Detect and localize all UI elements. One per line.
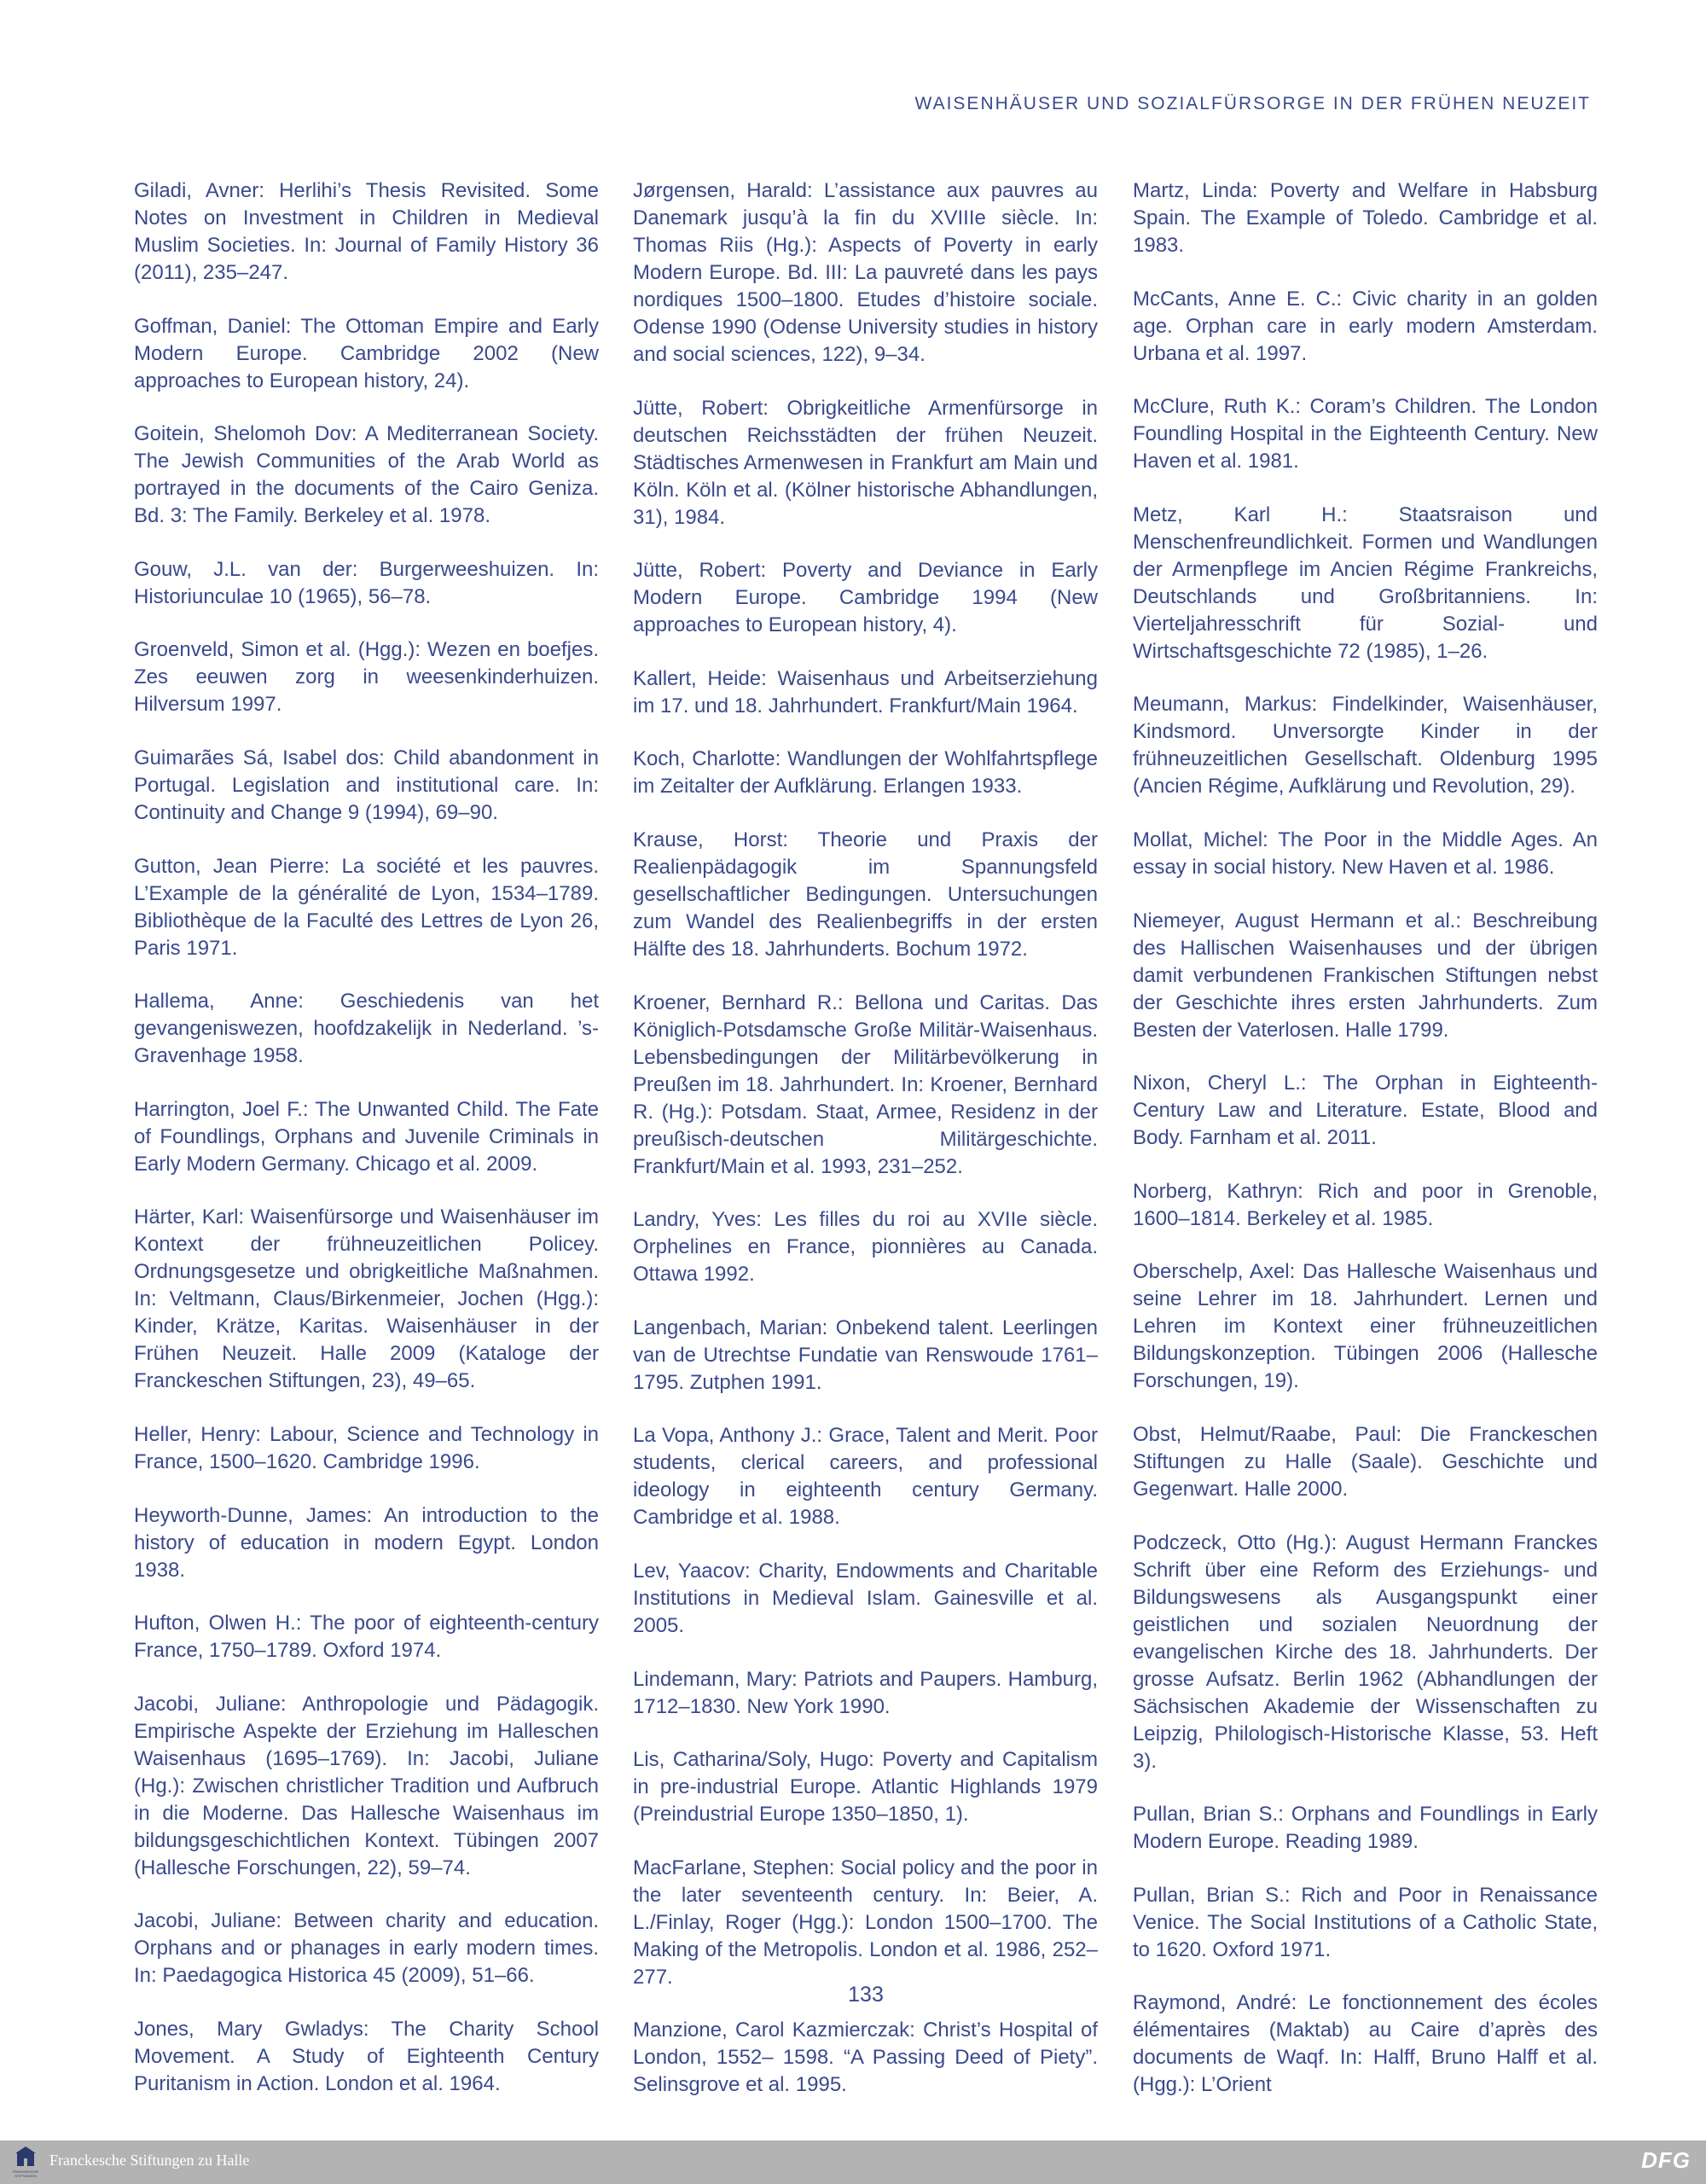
institution-label: Franckesche Stiftungen zu Halle: [49, 2152, 250, 2169]
bibliography-entry: Goitein, Shelomoh Dov: A Mediterranean Society. The Jewish Communities of the Arab World as portrayed in the documents of the Cairo Geniza. Bd. 3: The Family. Berkeley et al. 1978.: [134, 422, 599, 528]
bibliography-entry: Pullan, Brian S.: Orphans and Foundlings in Early Modern Europe. Reading 1989.: [1133, 1803, 1598, 1854]
bibliography-entry: Jones, Mary Gwladys: The Charity School Movement. A Study of Eighteenth Century Puritanism in Action. London et al. 1964.: [134, 2017, 599, 2095]
building-icon: [10, 2146, 41, 2169]
bibliography-entry: Lindemann, Mary: Patriots and Paupers. Hamburg, 1712–1830. New York 1990.: [633, 1667, 1098, 1718]
franckesche-stiftungen-logo: [10, 2146, 41, 2180]
bibliography-entry: Lis, Catharina/Soly, Hugo: Poverty and Capitalism in pre-industrial Europe. Atlantic Highlands 1979 (Preindustrial Europe 1350–1850, 1).: [633, 1748, 1098, 1827]
bibliography-entry: Raymond, André: Le fonctionnement des écoles élémentaires (Maktab) au Caire d’après des documents de Waqf. In: Halff, Bruno Halff et al. (Hgg.): L’Orient: [1133, 1991, 1598, 2097]
running-title: WAISENHÄUSER UND SOZIALFÜRSORGE IN DER FRÜHEN NEUZEIT: [914, 94, 1591, 113]
bibliography-entry: Heller, Henry: Labour, Science and Technology in France, 1500–1620. Cambridge 1996.: [134, 1422, 599, 1473]
bibliography-entry: Krause, Horst: Theorie und Praxis der Realienpädagogik im Spannungsfeld gesellschaftlicher Bedingungen. Untersuchungen zum Wandel des Realienbegriffs in der ersten Hälfte des 18. Jahrhunderts. Bochum 1972.: [633, 828, 1098, 961]
bibliography-entry: Meumann, Markus: Findelkinder, Waisenhäuser, Kindsmord. Unversorgte Kinder in der frühneuzeitlichen Gesellschaft. Oldenburg 1995 (Ancien Régime, Aufklärung und Revolution, 29).: [1133, 693, 1598, 799]
bibliography-entry: Manzione, Carol Kazmierczak: Christ’s Hospital of London, 1552– 1598. “A Passing Deed of Piety”. Selinsgrove et al. 1995.: [633, 2018, 1098, 2097]
bibliography-entry: Gutton, Jean Pierre: La société et les pauvres. L’Example de la généralité de Lyon, 1534–1789. Bibliothèque de la Faculté des Lettres de Lyon 26, Paris 1971.: [134, 854, 599, 960]
digitization-footer: [0, 2140, 1706, 2184]
bibliography-entry: Metz, Karl H.: Staatsraison und Menschenfreundlichkeit. Formen und Wandlungen der Armenpflege im Ancien Régime Frankreichs, Deutschlands und Großbritanniens. In: Vierteljahresschrift für Sozial- und Wirtschaftsgeschichte 72 (1985), 1–26.: [1133, 502, 1598, 663]
bibliography-entry: Jütte, Robert: Poverty and Deviance in Early Modern Europe. Cambridge 1994 (New approaches to European history, 4).: [633, 559, 1098, 637]
bibliography-entry: Hufton, Olwen H.: The poor of eighteenth-century France, 1750–1789. Oxford 1974.: [134, 1612, 599, 1663]
bibliography-entry: Jacobi, Juliane: Between charity and education. Orphans and or phanages in early modern times. In: Paedagogica Historica 45 (2009), 51–66.: [134, 1909, 599, 1988]
bibliography-column-1: [134, 177, 599, 2124]
bibliography-entry: Harrington, Joel F.: The Unwanted Child. The Fate of Foundlings, Orphans and Juvenile Criminals in Early Modern Germany. Chicago et al. 2009.: [134, 1097, 599, 1176]
bibliography-entry: MacFarlane, Stephen: Social policy and the poor in the later seventeenth century. In: Beier, A. L./Finlay, Roger (Hgg.): London 1500–1700. The Making of the Metropolis. London et al. 1986, 252–277.: [633, 1856, 1098, 1989]
bibliography-entry: Guimarães Sá, Isabel dos: Child abandonment in Portugal. Legislation and institutional care. In: Continuity and Change 9 (1994), 69–90.: [134, 746, 599, 824]
bibliography-entry: McCants, Anne E. C.: Civic charity in an golden age. Orphan care in early modern Amsterdam. Urbana et al. 1997.: [1133, 287, 1598, 365]
bibliography-entry: Jacobi, Juliane: Anthropologie und Pädagogik. Empirische Aspekte der Erziehung im Halleschen Waisenhaus (1695–1769). In: Jacobi, Juliane (Hg.): Zwischen christlicher Tradition und Aufbruch in die Moderne. Das Hallesche Waisenhaus im bildungsgeschichtlichen Kontext. Tübingen 2007 (Hallesche Forschungen, 22), 59–74.: [134, 1692, 599, 1879]
bibliography-entry: Goffman, Daniel: The Ottoman Empire and Early Modern Europe. Cambridge 2002 (New approaches to European history, 24).: [134, 314, 599, 392]
bibliography-entry: Jütte, Robert: Obrigkeitliche Armenfürsorge in deutschen Reichsstädten der frühen Neuzeit. Städtisches Armenwesen in Frankfurt am Main und Köln. Köln et al. (Kölner historische Abhandlungen, 31), 1984.: [633, 396, 1098, 529]
bibliography-entry: Pullan, Brian S.: Rich and Poor in Renaissance Venice. The Social Institutions of a Catholic State, to 1620. Oxford 1971.: [1133, 1883, 1598, 1961]
bibliography-entry: Kroener, Bernhard R.: Bellona und Caritas. Das Königlich-Potsdamsche Große Militär-Waisenhaus. Lebensbedingungen der Militärbevölkerung in Preußen im 18. Jahrhundert. In: Kroener, Bernhard R. (Hg.): Potsdam. Staat, Armee, Residenz in der preußisch-deutschen Militärgeschichte. Frankfurt/Main et al. 1993, 231–252.: [633, 990, 1098, 1178]
bibliography-entry: Norberg, Kathryn: Rich and poor in Grenoble, 1600–1814. Berkeley et al. 1985.: [1133, 1179, 1598, 1230]
bibliography-entry: Mollat, Michel: The Poor in the Middle Ages. An essay in social history. New Haven et al. 1986.: [1133, 828, 1598, 879]
bibliography-entry: Härter, Karl: Waisenfürsorge und Waisenhäuser im Kontext der frühneuzeitlichen Policey. Ordnungsgesetze und obrigkeitliche Maßnahmen. In: Veltmann, Claus/Birkenmeier, Jochen (Hgg.): Kinder, Krätze, Karitas. Waisenhäuser in der Frühen Neuzeit. Halle 2009 (Kataloge der Franckeschen Stiftungen, 23), 49–65.: [134, 1205, 599, 1393]
bibliography-entry: Hallema, Anne: Geschiedenis van het gevangeniswezen, hoofdzakelijk in Nederland. ’s-Gravenhage 1958.: [134, 990, 599, 1068]
dfg-logo: DFG: [1641, 2147, 1691, 2173]
bibliography-entry: Nixon, Cheryl L.: The Orphan in Eighteenth-Century Law and Literature. Estate, Blood and Body. Farnham et al. 2011.: [1133, 1072, 1598, 1150]
bibliography-entry: Jørgensen, Harald: L’assistance aux pauvres au Danemark jusqu’à la fin du XVIIIe siècle. In: Thomas Riis (Hg.): Aspects of Poverty in early Modern Europe. Bd. III: La pauvreté dans les pays nordiques 1500–1800. Etudes d’histoire sociale. Odense 1990 (Odense University studies in history and social sciences, 122), 9–34.: [633, 179, 1098, 366]
bibliography-entry: Heyworth-Dunne, James: An introduction to the history of education in modern Egypt. London 1938.: [134, 1503, 599, 1582]
bibliography-entry: Niemeyer, August Hermann et al.: Beschreibung des Hallischen Waisenhauses und der übrigen damit verbundenen Frankischen Stiftungen nebst der Geschichte ihres ersten Jahrhunderts. Zum Besten der Vaterlosen. Halle 1799.: [1133, 909, 1598, 1042]
logo-text: FRANCKESCHE STIFTUNGEN: [12, 2169, 39, 2178]
bibliography-entry: Groenveld, Simon et al. (Hgg.): Wezen en boefjes. Zes eeuwen zorg in weesenkinderhuizen. Hilversum 1997.: [134, 638, 599, 717]
bibliography-entry: Podczeck, Otto (Hg.): August Hermann Franckes Schrift über eine Reform des Erziehungs- und Bildungswesens als Ausgangspunkt einer geistlichen und sozialen Neuordnung der evangelischen Kirche des 18. Jahrhunderts. Der grosse Aufsatz. Berlin 1962 (Abhandlungen der Sächsischen Akademie der Wissenschaften zu Leipzig, Philologisch-Historische Klasse, 53. Heft 3).: [1133, 1531, 1598, 1773]
bibliography-column-2: [633, 177, 1098, 2125]
bibliography-entry: Gouw, J.L. van der: Burgerweeshuizen. In: Historiunculae 10 (1965), 56–78.: [134, 557, 599, 608]
bibliography-entry: Obst, Helmut/Raabe, Paul: Die Franckeschen Stiftungen zu Halle (Saale). Geschichte und Gegenwart. Halle 2000.: [1133, 1422, 1598, 1501]
bibliography-entry: Martz, Linda: Poverty and Welfare in Habsburg Spain. The Example of Toledo. Cambridge et al. 1983.: [1133, 179, 1598, 257]
bibliography-entry: Langenbach, Marian: Onbekend talent. Leerlingen van de Utrechtse Fundatie van Renswoude 1761–1795. Zutphen 1991.: [633, 1316, 1098, 1394]
page-number: 133: [848, 1983, 884, 2007]
bibliography-entry: Giladi, Avner: Herlihi’s Thesis Revisited. Some Notes on Investment in Children in Medieval Muslim Societies. In: Journal of Family History 36 (2011), 235–247.: [134, 179, 599, 284]
bibliography-entry: La Vopa, Anthony J.: Grace, Talent and Merit. Poor students, clerical careers, and professional ideology in eighteenth century Germany. Cambridge et al. 1988.: [633, 1424, 1098, 1530]
bibliography-entry: Lev, Yaacov: Charity, Endowments and Charitable Institutions in Medieval Islam. Gainesville et al. 2005.: [633, 1559, 1098, 1637]
bibliography-entry: McClure, Ruth K.: Coram’s Children. The London Foundling Hospital in the Eighteenth Century. New Haven et al. 1981.: [1133, 395, 1598, 473]
bibliography-entry: Koch, Charlotte: Wandlungen der Wohlfahrtspflege im Zeitalter der Aufklärung. Erlangen 1933.: [633, 747, 1098, 799]
bibliography-entry: Landry, Yves: Les filles du roi au XVIIe siècle. Orphelines en France, pionnières au Canada. Ottawa 1992.: [633, 1208, 1098, 1287]
bibliography-column-3: [1133, 177, 1598, 2125]
bibliography-entry: Oberschelp, Axel: Das Hallesche Waisenhaus und seine Lehrer im 18. Jahrhundert. Lernen und Lehren im Kontext einer frühneuzeitlichen Bildungskonzeption. Tübingen 2006 (Hallesche Forschungen, 19).: [1133, 1260, 1598, 1393]
bibliography-entry: Kallert, Heide: Waisenhaus und Arbeitserziehung im 17. und 18. Jahrhundert. Frankfurt/Main 1964.: [633, 666, 1098, 717]
